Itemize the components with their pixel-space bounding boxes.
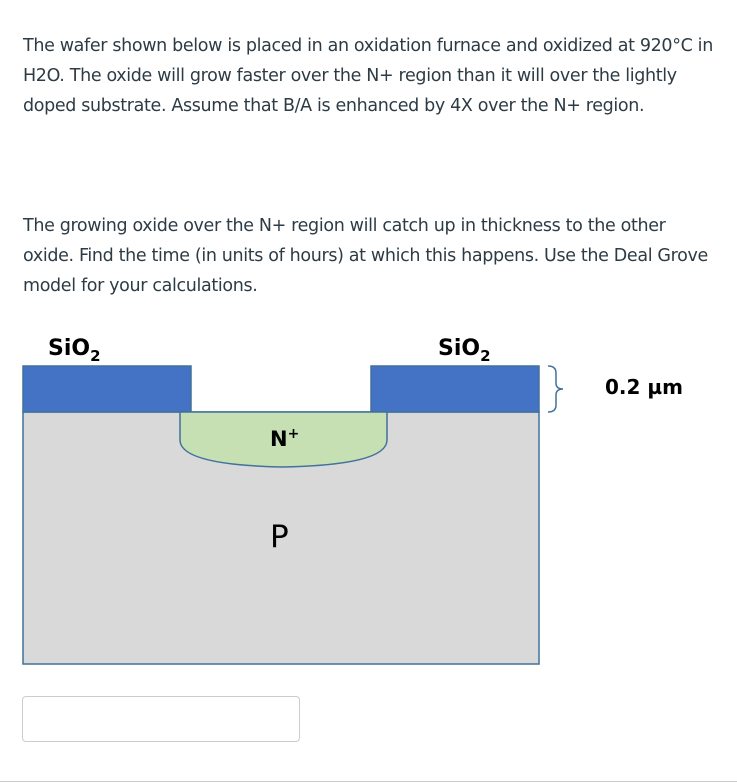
bottom-divider: [0, 781, 737, 782]
answer-input[interactable]: [22, 696, 300, 742]
oxide-left: [23, 366, 191, 412]
substrate-label: P: [270, 519, 289, 555]
oxide-right: [371, 366, 539, 412]
oxide-left-label: SiO$_2$: [48, 336, 101, 365]
thickness-brace: [548, 366, 563, 412]
thickness-label: 0.2 µm: [605, 375, 683, 399]
question-paragraph-2: The growing oxide over the N+ region will catch up in thickness to the other oxide. Find the time (in units of hours) at which this happens. Use the Deal Grove model for your calculations.: [23, 216, 708, 296]
nplus-label: N+: [270, 426, 300, 451]
oxide-right-label: SiO$_2$: [438, 336, 491, 365]
wafer-cross-section-diagram: [0, 320, 737, 670]
question-paragraph-1: The wafer shown below is placed in an oxidation furnace and oxidized at 920°C in H2O. The oxide will grow faster over the N+ region than it will over the lightly doped substrate. Assume that B/A is enhanced by 4X over the N+ region.: [23, 36, 713, 116]
